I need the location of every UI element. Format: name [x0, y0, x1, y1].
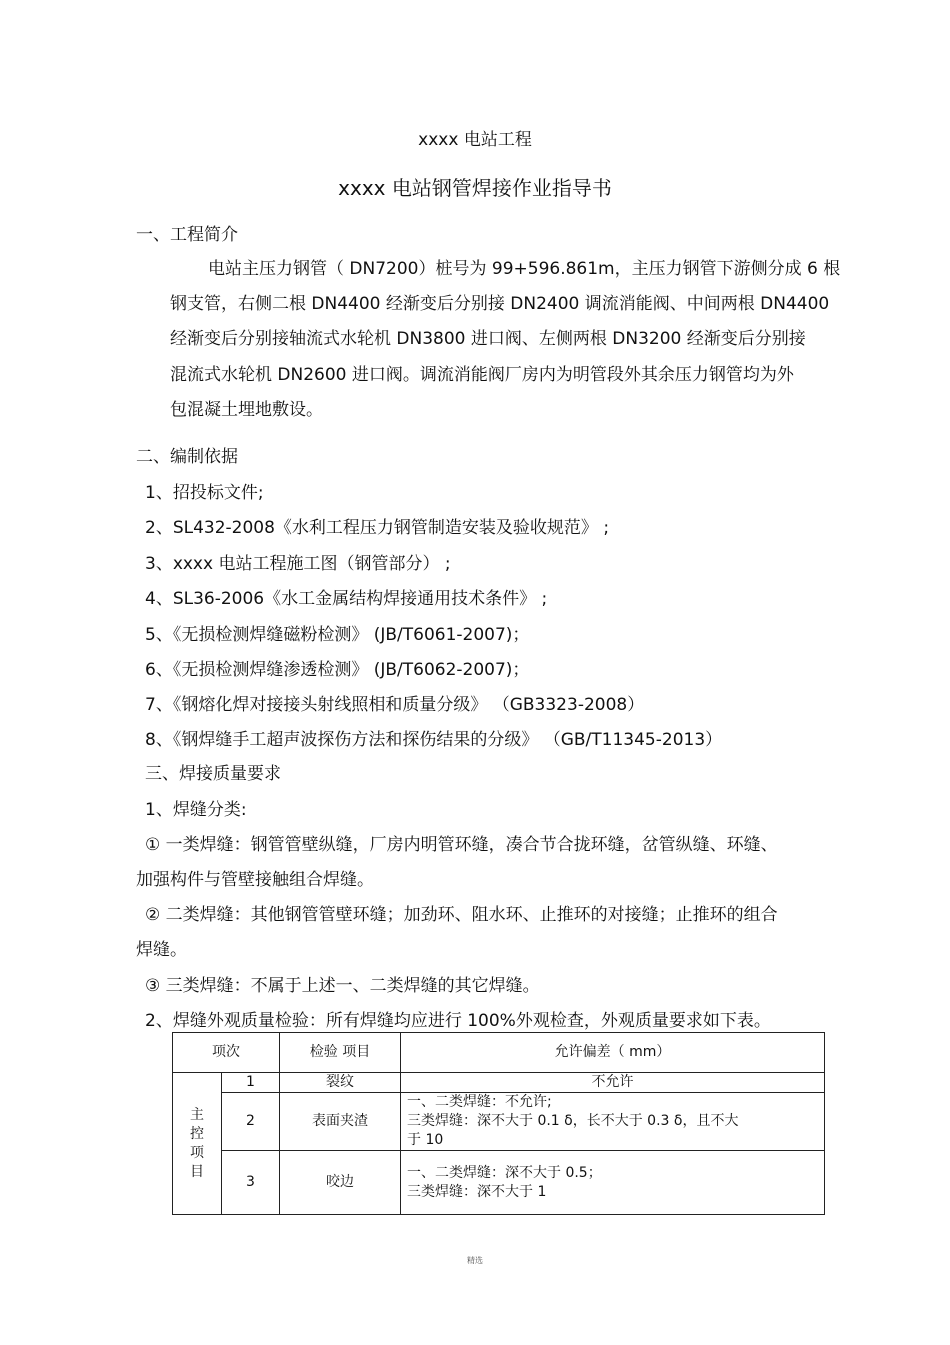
- weld-class-line: 加强构件与管壁接触组合焊缝。: [136, 870, 374, 890]
- group-label-char: 控: [190, 1125, 204, 1142]
- group-label-char: 主: [190, 1106, 204, 1123]
- row-item: 表面夹渣: [280, 1093, 401, 1151]
- section1-line: 混流式水轮机 DN2600 进口阀。调流消能阀厂房内为明管段外其余压力钢管均为外: [170, 365, 794, 385]
- group-label-char: 目: [190, 1163, 204, 1180]
- section1-line: 钢支管，右侧二根 DN4400 经渐变后分别接 DN2400 调流消能阀、中间两根 DN4400: [170, 294, 830, 314]
- reference-item: 7、《钢熔化焊对接接头射线照相和质量分级》 （GB3323-2008）: [145, 695, 645, 715]
- section1-line: 包混凝土埋地敷设。: [170, 400, 323, 420]
- reference-item: 2、SL432-2008《水利工程压力钢管制造安装及验收规范》 ;: [145, 518, 610, 538]
- reference-item: 3、xxxx 电站工程施工图（钢管部分） ;: [145, 554, 451, 574]
- row-number: 1: [222, 1073, 280, 1093]
- weld-class-line: ① 一类焊缝：钢管管壁纵缝，厂房内明管环缝，凑合节合拢环缝，岔管纵缝、环缝、: [145, 835, 778, 855]
- header-cell: 允许偏差（ mm）: [401, 1033, 825, 1073]
- row-number: 3: [222, 1151, 280, 1215]
- reference-item: 4、SL36-2006《水工金属结构焊接通用技术条件》 ;: [145, 589, 548, 609]
- section1-heading: 一、工程简介: [136, 225, 238, 245]
- header-cell: 项次: [173, 1033, 280, 1073]
- section1-line: 经渐变后分别接轴流式水轮机 DN3800 进口阀、左侧两根 DN3200 经渐变后分别接: [170, 329, 806, 349]
- tolerance-line: 一、二类焊缝：不允许;: [407, 1094, 552, 1110]
- weld-class-line: ② 二类焊缝：其他钢管管壁环缝；加劲环、阻水环、止推环的对接缝；止推环的组合: [145, 905, 778, 925]
- row-tolerance: [401, 1093, 825, 1151]
- quality-table: [172, 1032, 825, 1215]
- row-tolerance: [401, 1151, 825, 1215]
- section3-subheading: 1、焊缝分类:: [145, 800, 247, 820]
- table-header-row: [173, 1033, 825, 1073]
- tolerance-line: 于 10: [407, 1132, 444, 1148]
- document-title: xxxx 电站钢管焊接作业指导书: [338, 176, 612, 200]
- project-subtitle: xxxx 电站工程: [418, 130, 532, 150]
- row-tolerance: 不允许: [401, 1073, 825, 1093]
- row-item: 裂纹: [280, 1073, 401, 1093]
- tolerance-line: 一、二类焊缝：深不大于 0.5；: [407, 1164, 602, 1181]
- reference-item: 8、《钢焊缝手工超声波探伤方法和探伤结果的分级》 （GB/T11345-2013）: [145, 730, 723, 750]
- tolerance-line: 三类焊缝：深不大于 0.1 δ，长不大于 0.3 δ，且不大: [407, 1113, 739, 1129]
- tolerance-line: 三类焊缝：深不大于 1: [407, 1183, 547, 1200]
- reference-item: 5、《无损检测焊缝磁粉检测》 (JB/T6061-2007)；: [145, 625, 530, 645]
- section2-heading: 二、编制依据: [136, 447, 238, 467]
- weld-class-line: 焊缝。: [136, 940, 187, 960]
- section3-heading: 三、焊接质量要求: [145, 764, 281, 784]
- header-cell: 检验 项目: [280, 1033, 401, 1073]
- reference-item: 6、《无损检测焊缝渗透检测》 (JB/T6062-2007)；: [145, 660, 530, 680]
- group-label-cell: [173, 1073, 222, 1215]
- reference-item: 1、招投标文件;: [145, 483, 264, 503]
- row-number: 2: [222, 1093, 280, 1151]
- table-row: [173, 1151, 825, 1215]
- section1-line: 电站主压力钢管（ DN7200）桩号为 99+596.861m，主压力钢管下游侧分成 6 根: [208, 259, 841, 279]
- page-footer: 精选: [467, 1256, 483, 1265]
- row-item: 咬边: [280, 1151, 401, 1215]
- group-label-char: 项: [190, 1144, 204, 1161]
- table-row: [173, 1073, 825, 1093]
- weld-class-line: ③ 三类焊缝：不属于上述一、二类焊缝的其它焊缝。: [145, 976, 540, 996]
- inspection-requirement: 2、焊缝外观质量检验：所有焊缝均应进行 100%外观检查，外观质量要求如下表。: [145, 1011, 771, 1031]
- table-row: [173, 1093, 825, 1151]
